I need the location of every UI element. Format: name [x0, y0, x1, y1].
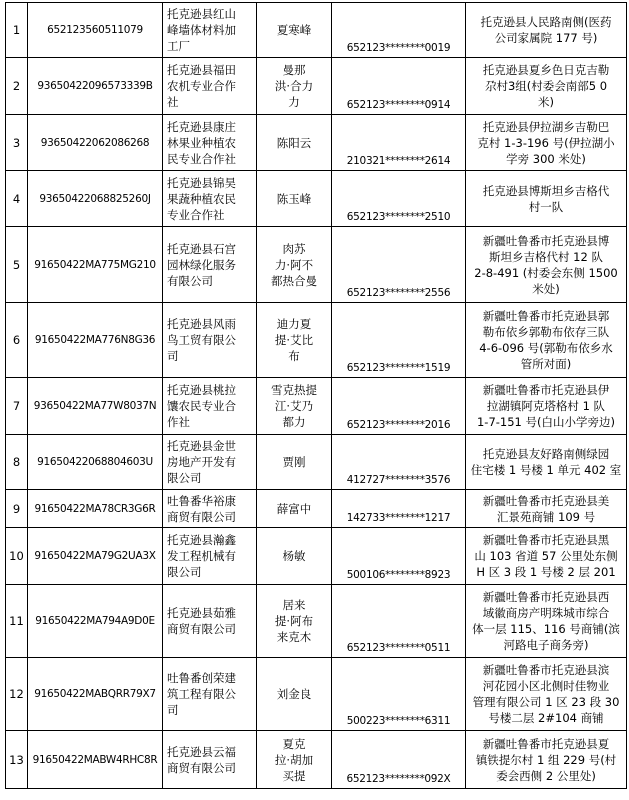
table-row — [6, 435, 627, 490]
row-number-cell: 5 — [6, 227, 28, 303]
credit-code-cell: 652123560511079 — [28, 3, 163, 58]
entity-name-cell: 托克逊县茹雅 商贸有限公司 — [163, 585, 257, 658]
legal-representative-cell: 陈阳云 — [257, 115, 332, 171]
id-number-cell: 412727********3576 — [332, 435, 466, 490]
credit-code-cell: 91650422MABQRR79X7 — [28, 658, 163, 731]
id-number-cell: 652123********092X — [332, 731, 466, 789]
id-number-cell: 652123********0511 — [332, 585, 466, 658]
table-row — [6, 3, 627, 58]
row-number-cell: 11 — [6, 585, 28, 658]
id-number-cell: 142733********1217 — [332, 490, 466, 528]
credit-code-cell: 93650422096573339B — [28, 58, 163, 115]
table-row — [6, 490, 627, 528]
table-row — [6, 731, 627, 789]
entity-name-cell: 托克逊县红山 峰墙体材料加 工厂 — [163, 3, 257, 58]
table-row — [6, 58, 627, 115]
id-number-cell: 652123********2016 — [332, 378, 466, 435]
address-cell: 新疆吐鲁番市托克逊县伊 拉湖镇阿克塔格村 1 队 1-7-151 号(白山小学旁边) — [466, 378, 627, 435]
registry-table-body — [6, 3, 627, 789]
row-number-cell: 8 — [6, 435, 28, 490]
legal-representative-cell: 夏克 拉·胡加 买提 — [257, 731, 332, 789]
address-cell: 托克逊县人民路南侧(医药 公司家属院 177 号) — [466, 3, 627, 58]
id-number-cell: 652123********2510 — [332, 171, 466, 227]
address-cell: 新疆吐鲁番市托克逊县滨 河花园小区北侧时佳物业 管理有限公司 1 区 23 段 30 号楼二层 2#104 商铺 — [466, 658, 627, 731]
row-number-cell: 9 — [6, 490, 28, 528]
address-cell: 托克逊县博斯坦乡吉格代 村一队 — [466, 171, 627, 227]
legal-representative-cell: 肉苏 力·阿不 都热合曼 — [257, 227, 332, 303]
entity-name-cell: 托克逊县瀚鑫 发工程机械有 限公司 — [163, 528, 257, 585]
row-number-cell: 13 — [6, 731, 28, 789]
entity-name-cell: 托克逊县石宫 园林绿化服务 有限公司 — [163, 227, 257, 303]
entity-name-cell: 托克逊县金世 房地产开发有 限公司 — [163, 435, 257, 490]
table-row — [6, 303, 627, 378]
legal-representative-cell: 夏寒峰 — [257, 3, 332, 58]
address-cell: 托克逊县友好路南侧绿园 住宅楼 1 号楼 1 单元 402 室 — [466, 435, 627, 490]
legal-representative-cell: 贾刚 — [257, 435, 332, 490]
address-cell: 新疆吐鲁番市托克逊县西 域徽商房产明珠城市综合 体一层 115、116 号商铺(滨 河路电子商务旁) — [466, 585, 627, 658]
row-number-cell: 7 — [6, 378, 28, 435]
legal-representative-cell: 刘金良 — [257, 658, 332, 731]
id-number-cell: 652123********0914 — [332, 58, 466, 115]
table-row — [6, 585, 627, 658]
table-row — [6, 227, 627, 303]
credit-code-cell: 91650422MA79G2UA3X — [28, 528, 163, 585]
legal-representative-cell: 薛富中 — [257, 490, 332, 528]
credit-code-cell: 93650422062086268 — [28, 115, 163, 171]
credit-code-cell: 91650422MA78CR3G6R — [28, 490, 163, 528]
address-cell: 托克逊县伊拉湖乡吉勒巴 克村 1-3-196 号(伊拉湖小 学旁 300 米处) — [466, 115, 627, 171]
table-row — [6, 378, 627, 435]
credit-code-cell: 91650422MA776N8G36 — [28, 303, 163, 378]
address-cell: 新疆吐鲁番市托克逊县夏 镇铁提尔村 1 组 229 号(村 委会西侧 2 公里处) — [466, 731, 627, 789]
row-number-cell: 12 — [6, 658, 28, 731]
address-cell: 新疆吐鲁番市托克逊县黑 山 103 省道 57 公里处东侧 H 区 3 段 1 号楼 2 层 201 — [466, 528, 627, 585]
entity-name-cell: 托克逊县云福 商贸有限公司 — [163, 731, 257, 789]
table-row — [6, 528, 627, 585]
row-number-cell: 1 — [6, 3, 28, 58]
address-cell: 新疆吐鲁番市托克逊县郭 勒布依乡郭勒布依存三队 4-6-096 号(郭勒布依乡水 管所对面) — [466, 303, 627, 378]
credit-code-cell: 91650422MA775MG210 — [28, 227, 163, 303]
id-number-cell: 652123********2556 — [332, 227, 466, 303]
row-number-cell: 10 — [6, 528, 28, 585]
address-cell: 新疆吐鲁番市托克逊县博 斯坦乡吉格代村 12 队 2-8-491 (村委会东侧 1500 米处) — [466, 227, 627, 303]
row-number-cell: 6 — [6, 303, 28, 378]
entity-name-cell: 托克逊县康庄 林果业种植农 民专业合作社 — [163, 115, 257, 171]
id-number-cell: 500106********8923 — [332, 528, 466, 585]
legal-representative-cell: 杨敏 — [257, 528, 332, 585]
credit-code-cell: 91650422MA794A9D0E — [28, 585, 163, 658]
legal-representative-cell: 迪力夏 提·艾比 布 — [257, 303, 332, 378]
id-number-cell: 652123********1519 — [332, 303, 466, 378]
credit-code-cell: 91650422MABW4RHC8R — [28, 731, 163, 789]
address-cell: 托克逊县夏乡色日克吉勒 尕村3组(村委会南部5 0 米) — [466, 58, 627, 115]
entity-name-cell: 托克逊县桃拉 馕农民专业合 作社 — [163, 378, 257, 435]
legal-representative-cell: 雪克热提 江·艾乃 都力 — [257, 378, 332, 435]
entity-name-cell: 吐鲁番创荣建 筑工程有限公 司 — [163, 658, 257, 731]
id-number-cell: 500223********6311 — [332, 658, 466, 731]
credit-code-cell: 93650422068825260J — [28, 171, 163, 227]
legal-representative-cell: 陈玉峰 — [257, 171, 332, 227]
table-row — [6, 658, 627, 731]
entity-name-cell: 托克逊县福田 农机专业合作 社 — [163, 58, 257, 115]
id-number-cell: 210321********2614 — [332, 115, 466, 171]
table-row — [6, 115, 627, 171]
entity-name-cell: 托克逊县锦昊 果蔬种植农民 专业合作社 — [163, 171, 257, 227]
row-number-cell: 2 — [6, 58, 28, 115]
credit-code-cell: 93650422MA77W8037N — [28, 378, 163, 435]
credit-code-cell: 91650422068804603U — [28, 435, 163, 490]
legal-representative-cell: 曼那 洪·合力 力 — [257, 58, 332, 115]
entity-name-cell: 托克逊县风雨 鸟工贸有限公 司 — [163, 303, 257, 378]
row-number-cell: 4 — [6, 171, 28, 227]
address-cell: 新疆吐鲁番市托克逊县美 汇景苑商铺 109 号 — [466, 490, 627, 528]
id-number-cell: 652123********0019 — [332, 3, 466, 58]
legal-representative-cell: 居来 提·阿布 来克木 — [257, 585, 332, 658]
entity-name-cell: 吐鲁番华裕康 商贸有限公司 — [163, 490, 257, 528]
registry-table — [5, 2, 627, 789]
row-number-cell: 3 — [6, 115, 28, 171]
table-row — [6, 171, 627, 227]
